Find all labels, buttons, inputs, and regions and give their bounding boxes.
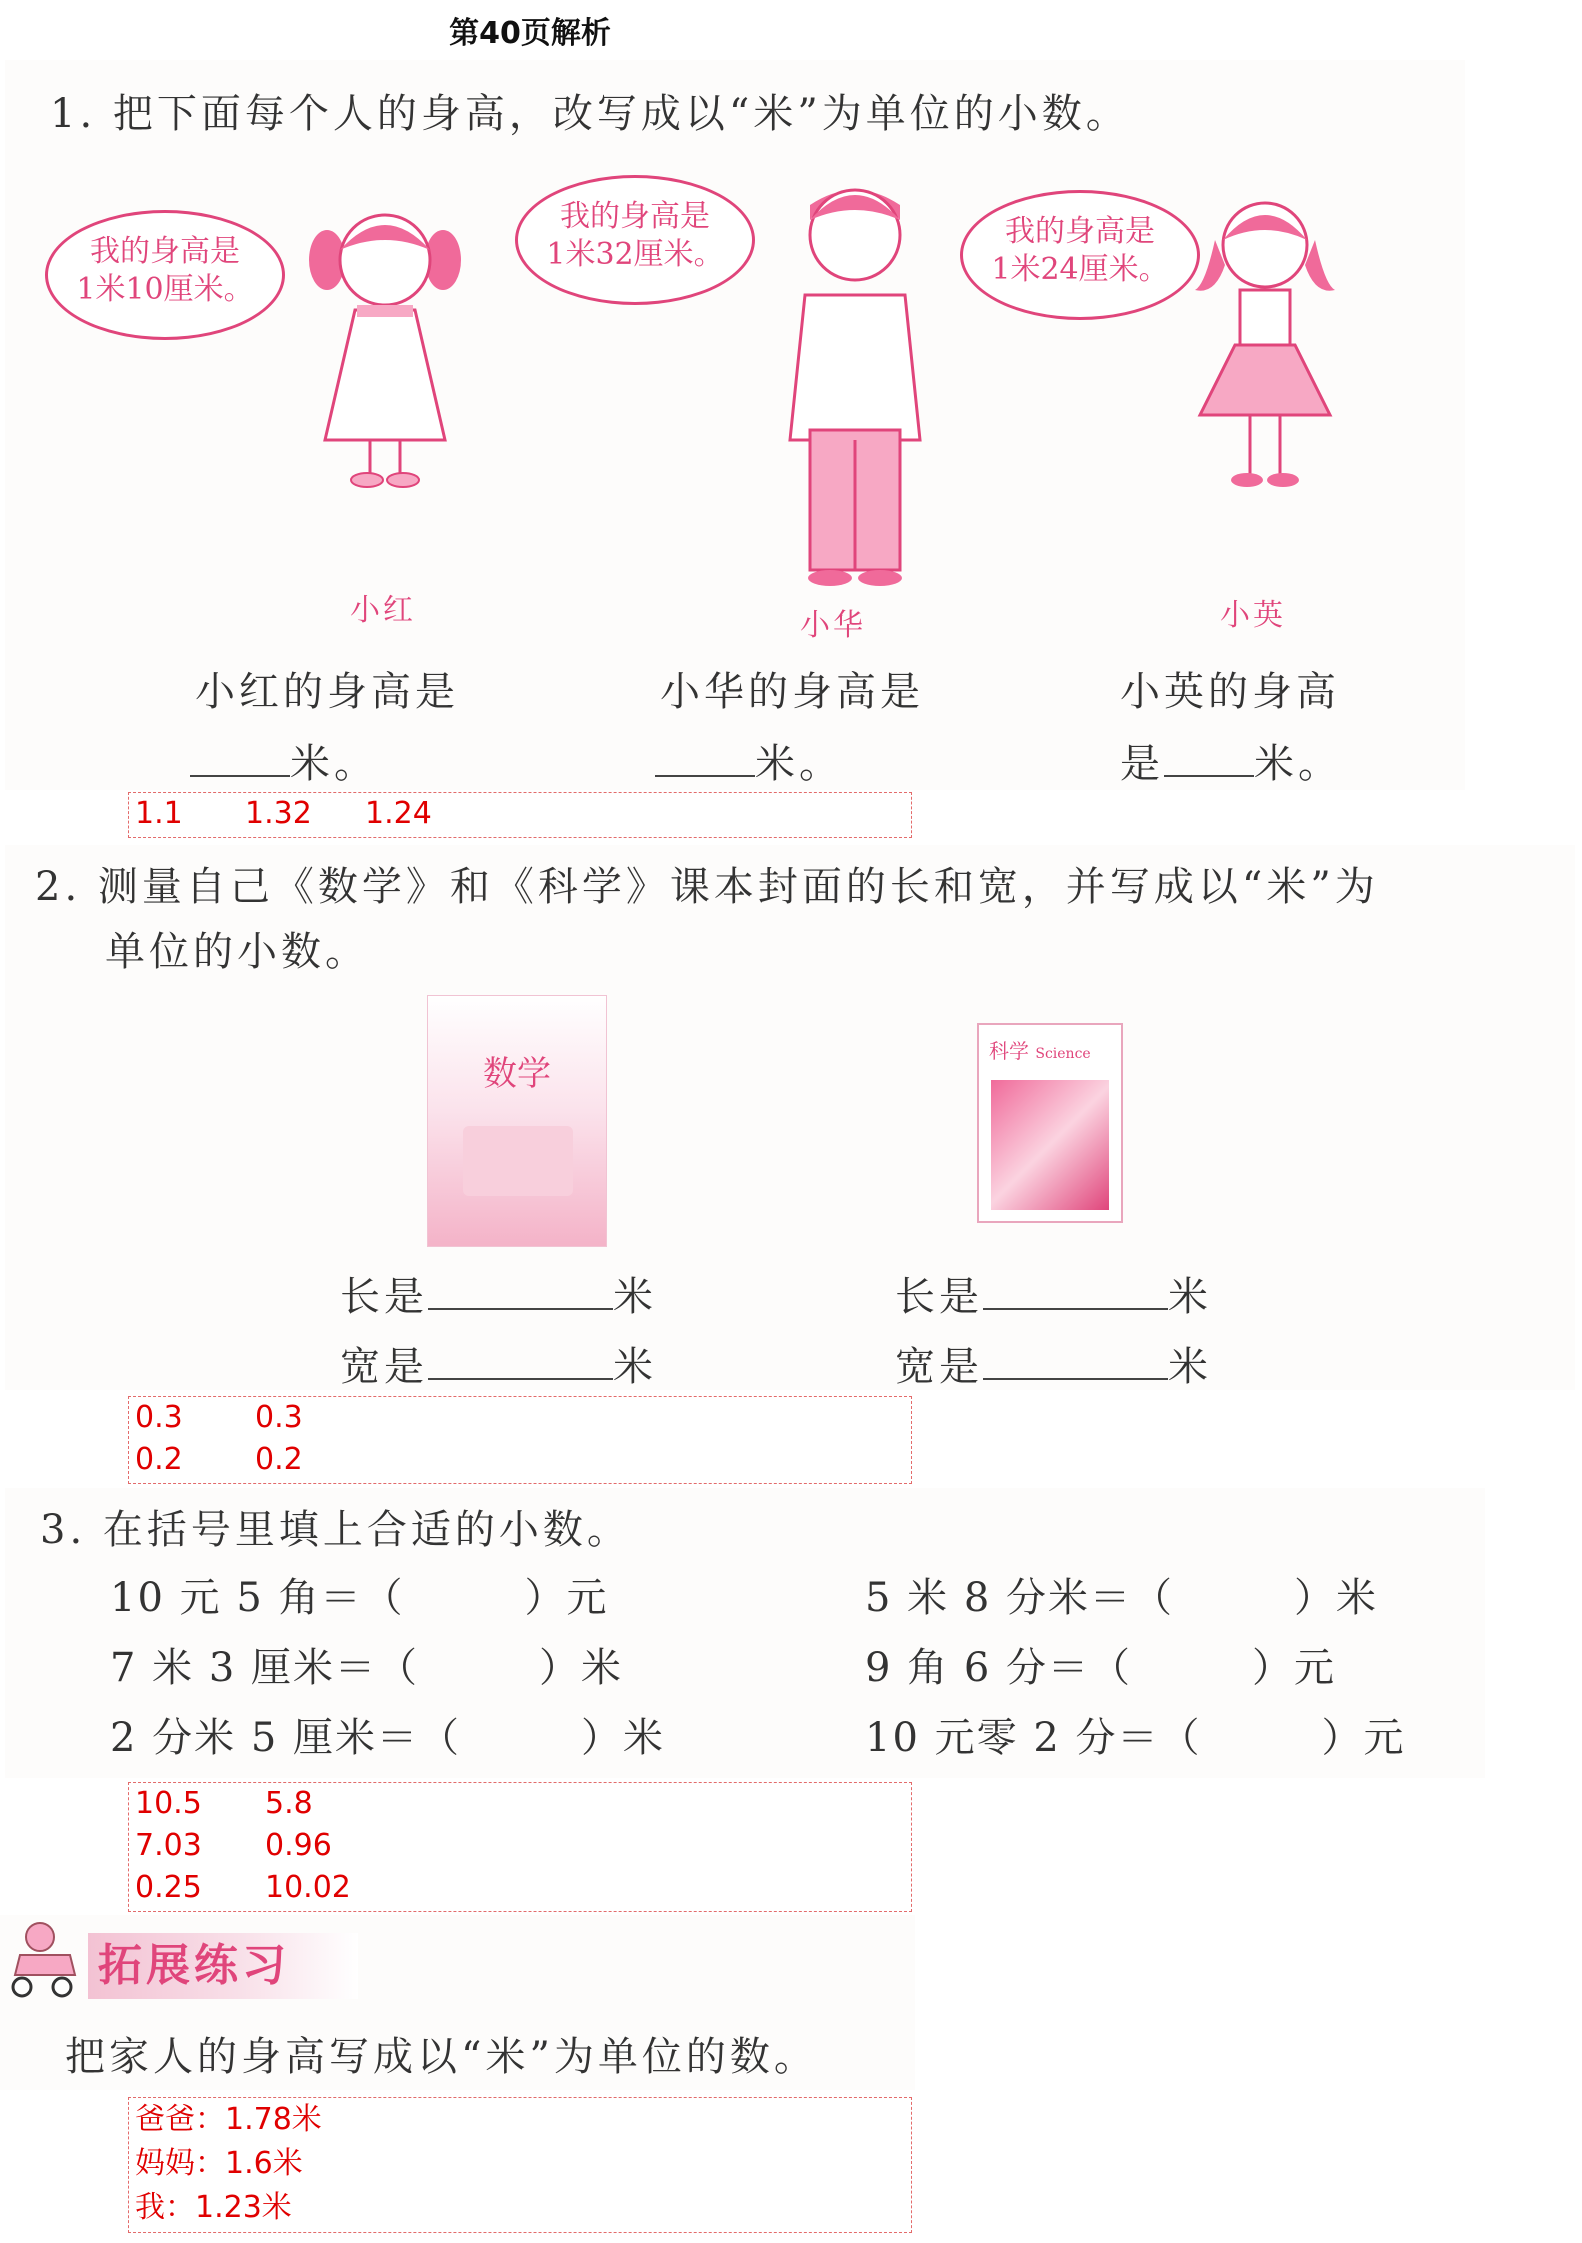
answer-value: 1.32 — [245, 796, 312, 831]
answer-value: 10.5 — [135, 1786, 202, 1821]
name-label-xiaohong: 小红 — [350, 593, 416, 628]
extension-banner — [88, 1933, 358, 1999]
bubble-line1: 我的身高是 — [1005, 214, 1155, 249]
answer-blank[interactable] — [190, 735, 290, 777]
prefix-label: 是 — [1120, 741, 1164, 787]
equation-right-3 — [865, 1706, 1406, 1763]
equation-expr: 9 角 6 分＝（ — [865, 1645, 1133, 1691]
answer-value: 5.8 — [265, 1786, 313, 1821]
answer-box-extension — [128, 2097, 912, 2233]
answer-box-q2 — [128, 1396, 912, 1484]
equation-left-3 — [110, 1706, 665, 1763]
speech-bubble-xiaohua — [515, 175, 755, 305]
equation-expr: 10 元零 2 分＝（ — [865, 1715, 1202, 1761]
unit-label: 米 — [1168, 1344, 1212, 1390]
girl-xiaoying-illustration — [1185, 185, 1345, 495]
answer-value: 7.03 — [135, 1828, 202, 1863]
answer-blank[interactable] — [428, 1338, 613, 1380]
question-3-section — [5, 1488, 1485, 1778]
fill-xiaoying-line1: 小英的身高 — [1120, 669, 1340, 715]
answer-value: 0.25 — [135, 1870, 202, 1905]
bubble-line2: 1米32厘米。 — [546, 237, 724, 272]
answer-row — [135, 1439, 905, 1481]
science-book-cover — [977, 1023, 1123, 1223]
equation-unit: ）米 — [581, 1715, 666, 1761]
unit-label: 米 — [613, 1344, 657, 1390]
equation-left-2 — [110, 1636, 623, 1693]
science-book-title — [989, 1035, 1091, 1064]
fill-xiaohua-line2 — [655, 732, 843, 789]
length-label: 长是 — [895, 1274, 983, 1320]
question-1-section — [5, 60, 1465, 790]
bubble-line1: 我的身高是 — [560, 199, 710, 234]
name-label-xiaohua: 小华 — [800, 608, 866, 643]
answer-row — [135, 1783, 905, 1825]
name-label-xiaoying: 小英 — [1220, 598, 1286, 633]
equation-unit: ）元 — [1321, 1715, 1406, 1761]
speech-bubble-xiaoying — [960, 190, 1200, 320]
answer-value: 爸爸：1.78米 — [135, 2102, 322, 2137]
width-label: 宽是 — [895, 1344, 983, 1390]
book-cover-art — [991, 1080, 1109, 1210]
question-2-section — [5, 845, 1575, 1390]
scooter-girl-icon — [0, 1915, 90, 2005]
answer-value: 0.96 — [265, 1828, 332, 1863]
answer-value: 0.3 — [135, 1400, 183, 1435]
equation-left-1 — [110, 1566, 609, 1623]
page-title: 第40页解析 — [449, 16, 611, 51]
bubble-line2: 1米24厘米。 — [991, 252, 1169, 287]
science-title-cn: 科学 — [989, 1039, 1029, 1063]
answer-value: 0.2 — [255, 1442, 303, 1477]
length-label: 长是 — [340, 1274, 428, 1320]
extension-text: 把家人的身高写成以“米”为单位的数。 — [65, 2034, 818, 2080]
answer-box-q1 — [128, 792, 912, 838]
width-label: 宽是 — [340, 1344, 428, 1390]
equation-unit: ）元 — [1252, 1645, 1337, 1691]
answer-blank[interactable] — [983, 1268, 1168, 1310]
book-cover-art — [463, 1126, 573, 1196]
equation-expr: 10 元 5 角＝（ — [110, 1575, 405, 1621]
math-length-line — [340, 1265, 657, 1322]
math-book-cover — [427, 995, 607, 1247]
answer-value: 10.02 — [265, 1870, 351, 1905]
extension-section — [0, 1915, 915, 2090]
answer-row — [135, 1825, 905, 1867]
speech-bubble-xiaohong — [45, 210, 285, 340]
bubble-line2: 1米10厘米。 — [76, 272, 254, 307]
unit-label: 米。 — [290, 741, 378, 787]
answer-value: 0.2 — [135, 1442, 183, 1477]
answer-blank[interactable] — [428, 1268, 613, 1310]
math-book-title: 数学 — [483, 1054, 551, 1094]
equation-unit: ）米 — [1294, 1575, 1379, 1621]
equation-right-2 — [865, 1636, 1336, 1693]
girl-xiaohong-illustration — [305, 190, 465, 490]
answer-row — [135, 1867, 905, 1909]
bubble-line1: 我的身高是 — [90, 234, 240, 269]
question-2-line1: 2. 测量自己《数学》和《科学》课本封面的长和宽，并写成以“米”为 — [35, 864, 1379, 910]
question-1-text: 1. 把下面每个人的身高，改写成以“米”为单位的小数。 — [50, 91, 1130, 137]
equation-unit: ）米 — [539, 1645, 624, 1691]
equation-expr: 7 米 3 厘米＝（ — [110, 1645, 420, 1691]
fill-xiaoying-line2 — [1120, 732, 1342, 789]
answer-value: 妈妈：1.6米 — [135, 2146, 303, 2181]
science-length-line — [895, 1265, 1212, 1322]
question-3-text: 3. 在括号里填上合适的小数。 — [40, 1507, 631, 1553]
science-width-line — [895, 1335, 1212, 1392]
answer-box-q3 — [128, 1782, 912, 1912]
answer-blank[interactable] — [1164, 735, 1254, 777]
answer-row — [135, 1397, 905, 1439]
answer-value: 1.1 — [135, 796, 183, 831]
question-2-line2: 单位的小数。 — [105, 929, 369, 975]
equation-expr: 2 分米 5 厘米＝（ — [110, 1715, 462, 1761]
equation-unit: ）元 — [524, 1575, 609, 1621]
fill-xiaohong-line1: 小红的身高是 — [195, 669, 459, 715]
answer-value: 我：1.23米 — [135, 2190, 292, 2225]
boy-xiaohua-illustration — [765, 160, 945, 600]
unit-label: 米。 — [755, 741, 843, 787]
unit-label: 米 — [613, 1274, 657, 1320]
fill-xiaohong-line2 — [190, 732, 378, 789]
math-width-line — [340, 1335, 657, 1392]
extension-banner-title: 拓展练习 — [98, 1940, 290, 1991]
unit-label: 米 — [1168, 1274, 1212, 1320]
science-title-en: Science — [1035, 1046, 1091, 1062]
fill-xiaohua-line1: 小华的身高是 — [660, 669, 924, 715]
answer-blank[interactable] — [983, 1338, 1168, 1380]
answer-value: 1.24 — [365, 796, 432, 831]
equation-expr: 5 米 8 分米＝（ — [865, 1575, 1175, 1621]
answer-value: 0.3 — [255, 1400, 303, 1435]
unit-label: 米。 — [1254, 741, 1342, 787]
answer-row — [135, 793, 905, 835]
equation-right-1 — [865, 1566, 1378, 1623]
answer-blank[interactable] — [655, 735, 755, 777]
